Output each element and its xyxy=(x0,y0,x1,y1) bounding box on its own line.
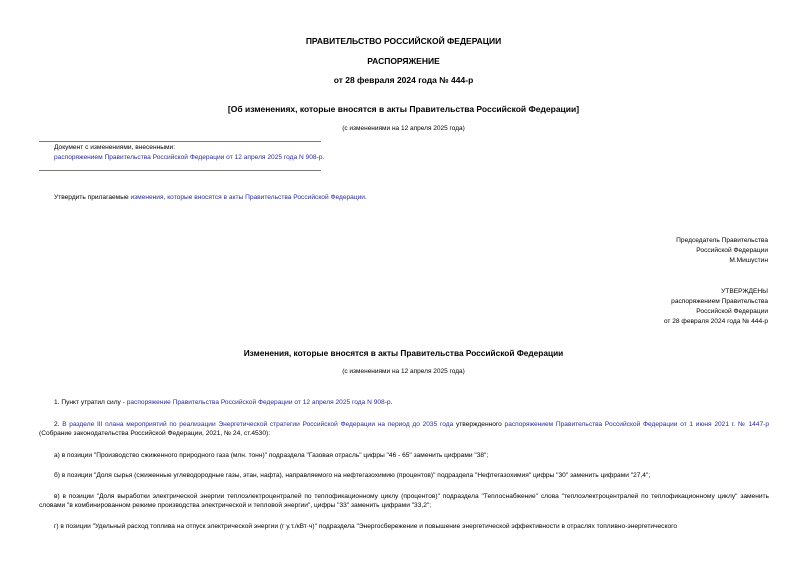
item-v-text: в) в позиции "Доля выработки электрической энергии теплоэлектроцентралей по теплофикационному циклу (процентов)" подраздела "Теплоснабжение" слова "теплоэлектроцентралей по теплофикационному циклу" заменить словами "в комбинированном режиме производства электрической и тепловой энергии", цифры "33" заменить цифрами "33,2"; xyxy=(39,493,769,509)
document-type: РАСПОРЯЖЕНИЕ xyxy=(367,56,440,66)
amendment-note: (с изменениями на 12 апреля 2025 года) xyxy=(342,125,465,132)
approved-by: распоряжением Правительства xyxy=(671,298,768,305)
document-date-number: от 28 февраля 2024 года № 444-р xyxy=(333,75,474,85)
item-1-link[interactable]: распоряжение Правительства Российской Федерации от 12 апреля 2025 года N 908-р xyxy=(126,399,391,406)
item-2-order-link[interactable]: распоряжением Правительства Российской Федерации от 1 июня 2021 г. № 1447-р xyxy=(504,421,769,428)
changes-box-link[interactable]: распоряжением Правительства Российской Федерации от 12 апреля 2025 года N 908-р. xyxy=(54,154,325,161)
item-2-plan-link[interactable]: В разделе III плана мероприятий по реализации Энергетической стратегии Российской Федерации на период до 2035 года xyxy=(62,421,454,428)
item-2-mid: утвержденного xyxy=(453,421,505,428)
approve-link[interactable]: изменения, которые вносятся в акты Правительства Российской Федерации xyxy=(130,194,365,201)
approve-suffix: . xyxy=(364,194,367,201)
signature-position: Председатель Правительства xyxy=(676,237,768,244)
changes-box-bottom-rule xyxy=(39,170,321,171)
signature-block xyxy=(676,236,768,266)
item-2-number: 2. xyxy=(54,421,63,428)
approve-text: Утвердить прилагаемые xyxy=(54,194,131,201)
changes-box-top-rule xyxy=(39,141,321,142)
item-1-text: 1. Пункт утратил силу - xyxy=(54,399,127,406)
approved-label: УТВЕРЖДЕНЫ xyxy=(721,288,768,295)
item-2-suffix: (Собрание законодательства Российской Федерации, 2021, № 24, ст.4530): xyxy=(39,430,271,437)
item-g xyxy=(39,522,769,531)
item-b-text: б) в позиции "Доля сырья (сжиженные углеводородные газы, этан, нафта), направляемого на нефтегазохимию (процентов)" подраздела "Нефтегазохимия" цифры "30" заменить цифрами "27,4"; xyxy=(54,472,651,479)
document-title: [Об изменениях, которые вносятся в акты Правительства Российской Федерации] xyxy=(227,104,580,114)
signature-name: М.Мишустин xyxy=(729,257,768,264)
changes-title: Изменения, которые вносятся в акты Правительства Российской Федерации xyxy=(243,348,564,358)
item-g-text: г) в позиции "Удельный расход топлива на отпуск электрической энергии (г у.т./кВт·ч)" подраздела "Энергосбережение и повышение энергетической эффективности в отраслях топливно-энергетического xyxy=(54,523,678,530)
approve-paragraph xyxy=(54,193,367,202)
government-heading: ПРАВИТЕЛЬСТВО РОССИЙСКОЙ ФЕДЕРАЦИИ xyxy=(305,36,502,46)
changes-box-label: Документ с изменениями, внесенными: xyxy=(54,144,176,151)
item-b xyxy=(39,471,769,480)
item-a xyxy=(39,451,769,460)
item-1 xyxy=(39,398,769,407)
approved-block xyxy=(664,287,768,327)
item-a-text: а) в позиции "Производство сжиженного природного газа (млн. тонн)" подраздела "Газовая отрасль" цифры "46 - 65" заменить цифрами "38"; xyxy=(54,452,489,459)
signature-country: Российской Федерации xyxy=(696,247,768,254)
item-2 xyxy=(39,420,769,438)
item-1-suffix: . xyxy=(390,399,393,406)
approved-date: от 28 февраля 2024 года № 444-р xyxy=(663,318,768,325)
changes-note: (с изменениями на 12 апреля 2025 года) xyxy=(342,368,465,375)
approved-country: Российской Федерации xyxy=(696,308,768,315)
item-v xyxy=(39,492,769,510)
